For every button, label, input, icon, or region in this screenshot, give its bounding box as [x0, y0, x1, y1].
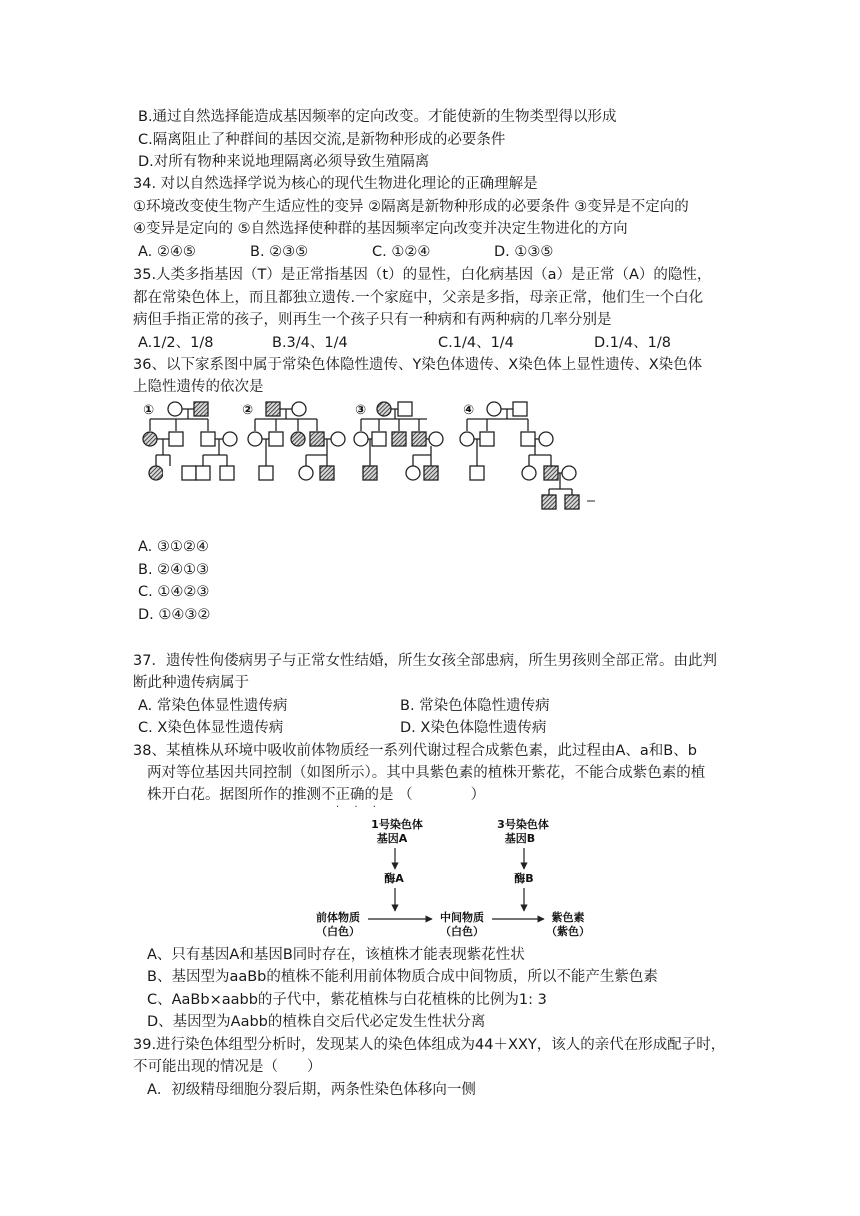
- q36-option-a: A. ③①②④: [138, 539, 209, 555]
- q38-option-c: C、AaBb×aabb的子代中，紫花植株与白花植株的比例为1: 3: [147, 992, 547, 1008]
- q39-line1: 39.进行染色体组型分析时，发现某人的染色体组成为44＋XXY，该人的亲代在形成配子时，: [133, 1037, 726, 1053]
- precursor-label: 前体物质: [316, 911, 360, 924]
- pigment-label: 紫色素: [551, 911, 585, 924]
- chromosome-3-label: 3号染色体: [497, 818, 549, 831]
- pedigree-1: [143, 402, 237, 480]
- q38-line3: 株开白花。据图所作的推测不正确的是 （ ）: [147, 787, 486, 803]
- gene-a-label: 基因A: [376, 832, 408, 845]
- q38-option-d: D、基因型为Aabb的植株自交后代必定发生性状分离: [147, 1014, 486, 1030]
- pedigree-figure: [135, 395, 605, 515]
- q35-line1: 35.人类多指基因（T）是正常指基因（t）的显性，白化病基因（a）是正常（A）的隐性，: [133, 267, 712, 283]
- q38-option-b: B、基因型为aaBb的植株不能利用前体物质合成中间物质，所以不能产生紫色素: [147, 969, 658, 985]
- q37-option-d: D. X染色体隐性遗传病: [400, 720, 547, 736]
- q37-line2: 断此种遗传病属于: [133, 675, 249, 691]
- q35-option-a: A.1/2、1/8: [138, 335, 214, 351]
- q37-option-a: A. 常染色体显性遗传病: [138, 698, 288, 714]
- pedigree-label-4: ④: [463, 403, 475, 418]
- q33-option-d: D.对所有物种来说地理隔离必须导致生殖隔离: [138, 154, 430, 170]
- q37-line1: 37．遗传性佝偻病男子与正常女性结婚，所生女孩全部患病，所生男孩则全部正常。由此判: [133, 653, 717, 669]
- pedigree-2: [248, 402, 345, 480]
- q34-stem: 34. 对以自然选择学说为核心的现代生物进化理论的正确理解是: [133, 176, 538, 192]
- q38-line1: 38、某植株从环境中吸收前体物质经一系列代谢过程合成紫色素，此过程由A、a和B、b: [133, 743, 697, 759]
- enzyme-a-label: 酶A: [384, 872, 404, 885]
- q39-line2: 不可能出现的情况是（ ）: [133, 1059, 322, 1075]
- q33-option-c: C.隔离阻止了种群间的基因交流,是新物种形成的必要条件: [138, 132, 506, 148]
- pedigree-label-1: ①: [143, 403, 155, 418]
- q36-option-b: B. ②④①③: [138, 562, 210, 578]
- q37-option-b: B. 常染色体隐性遗传病: [400, 698, 550, 714]
- enzyme-b-label: 酶B: [514, 872, 534, 885]
- q34-option-d: D. ①③⑤: [494, 244, 554, 260]
- chromosome-1-label: 1号染色体: [371, 818, 423, 831]
- q36-line2: 上隐性遗传的依次是: [133, 379, 264, 395]
- q35-line2: 都在常染色体上，而且都独立遗传.一个家庭中，父亲是多指，母亲正常，他们生一个白化: [133, 290, 704, 306]
- pedigree-3: [354, 402, 443, 480]
- pedigree-4: [460, 402, 595, 509]
- q36-line1: 36、以下家系图中属于常染色体隐性遗传、Y染色体遗传、X染色体上显性遗传、X染色体: [133, 357, 703, 373]
- q35-option-c: C.1/4、1/4: [438, 335, 514, 351]
- q34-option-a: A. ②④⑤: [138, 244, 196, 260]
- pedigree-label-2: ②: [242, 403, 254, 418]
- q34-line2: ①环境改变使生物产生适应性的变异 ②隔离是新物种形成的必要条件 ③变异是不定向的: [133, 199, 689, 215]
- q34-option-b: B. ②③⑤: [250, 244, 309, 260]
- q38-line2: 两对等位基因共同控制（如图所示）。其中具紫色素的植株开紫花，不能合成紫色素的植: [147, 765, 706, 781]
- intermediate-label: 中间物质: [440, 911, 484, 924]
- q35-line3: 病但手指正常的孩子，则再生一个孩子只有一种病和有两种病的几率分别是: [133, 312, 612, 328]
- pathway-diagram: [300, 815, 600, 943]
- emphasis-dots: · · ·: [336, 802, 382, 813]
- q35-option-b: B.3/4、1/4: [272, 335, 348, 351]
- q35-option-d: D.1/4、1/8: [594, 335, 671, 351]
- gene-b-label: 基因B: [504, 832, 536, 845]
- precursor-color-label: （白色）: [316, 925, 360, 938]
- q38-option-a: A、只有基因A和基因B同时存在，该植株才能表现紫花性状: [147, 947, 525, 963]
- q34-option-c: C. ①②④: [372, 244, 431, 260]
- q36-option-c: C. ①④②③: [138, 584, 210, 600]
- q33-option-b: B.通过自然选择能造成基因频率的定向改变。才能使新的生物类型得以形成: [138, 109, 617, 125]
- intermediate-color-label: （白色）: [440, 925, 484, 938]
- q37-option-c: C. X染色体显性遗传病: [138, 720, 284, 736]
- pedigree-label-3: ③: [355, 403, 367, 418]
- pigment-color-label: （紫色）: [546, 925, 590, 938]
- q36-option-d: D. ①④③②: [138, 607, 211, 623]
- q34-line3: ④变异是定向的 ⑤自然选择使种群的基因频率定向改变并决定生物进化的方向: [133, 221, 628, 237]
- q39-option-a: A．初级精母细胞分裂后期，两条性染色体移向一侧: [147, 1082, 476, 1098]
